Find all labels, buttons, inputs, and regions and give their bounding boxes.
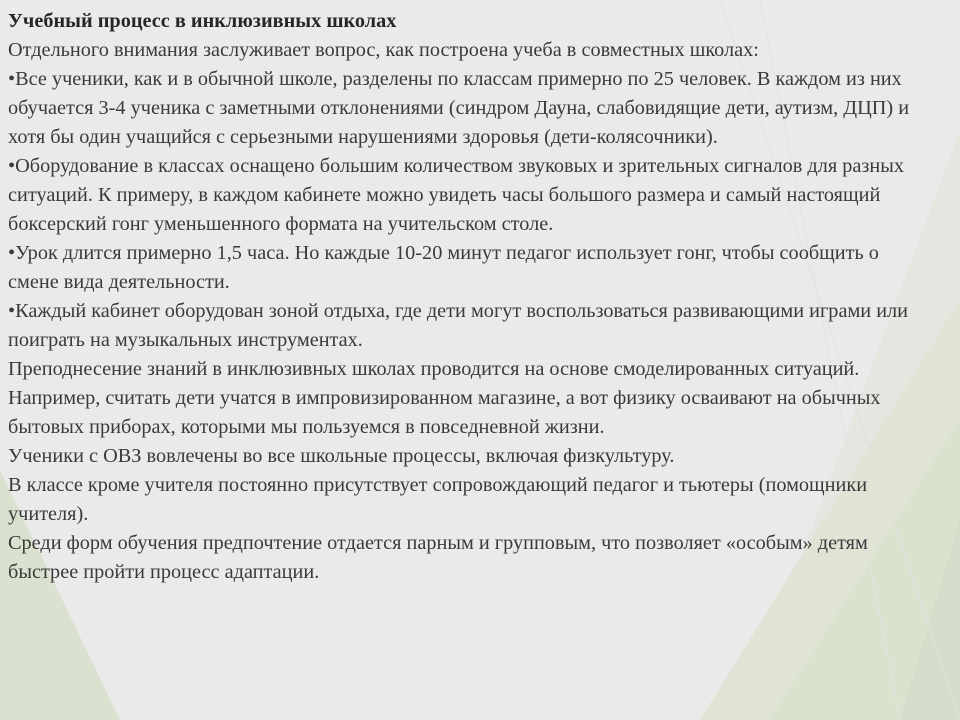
slide-content [8, 7, 928, 587]
paragraph-tutors: В классе кроме учителя постоянно присутствует сопровождающий педагог и тьютеры (помощники учителя). [8, 474, 868, 525]
bullet-equipment: •Оборудование в классах оснащено большим количеством звуковых и зрительных сигналов для разных ситуаций. К примеру, в каждом кабинете можно увидеть часы большого размера и самый настоящий боксерский гонг уменьшенного формата на учительском столе. [8, 155, 905, 235]
paragraph-ovz: Ученики с ОВЗ вовлечены во все школьные процессы, включая физкультуру. [8, 445, 675, 467]
bullet-rest-zone: •Каждый кабинет оборудован зоной отдыха, где дети могут воспользоваться развивающими играми или поиграть на музыкальных инструментах. [8, 300, 909, 351]
paragraph-knowledge: Преподнесение знаний в инклюзивных школах проводится на основе смоделированных ситуаций. Например, считать дети учатся в импровизированном магазине, а вот физику осваивают на обычных бытовых приборах, которыми мы пользуемся в повседневной жизни. [8, 358, 881, 438]
bullet-classes: •Все ученики, как и в обычной школе, разделены по классам примерно по 25 человек. В каждом из них обучается 3-4 ученика с заметными отклонениями (синдром Дауна, слабовидящие дети, аутизм, ДЦП) и хотя бы один учащийся с серьезными нарушениями здоровья (дети-колясочники). [8, 68, 910, 148]
paragraph-intro: Отдельного внимания заслуживает вопрос, как построена учеба в совместных школах: [8, 39, 759, 61]
slide-title: Учебный процесс в инклюзивных школах [8, 10, 397, 32]
bullet-lesson: •Урок длится примерно 1,5 часа. Но каждые 10-20 минут педагог использует гонг, чтобы сообщить о смене вида деятельности. [8, 242, 879, 293]
paragraph-forms: Среди форм обучения предпочтение отдается парным и групповым, что позволяет «особым» детям быстрее пройти процесс адаптации. [8, 532, 868, 583]
